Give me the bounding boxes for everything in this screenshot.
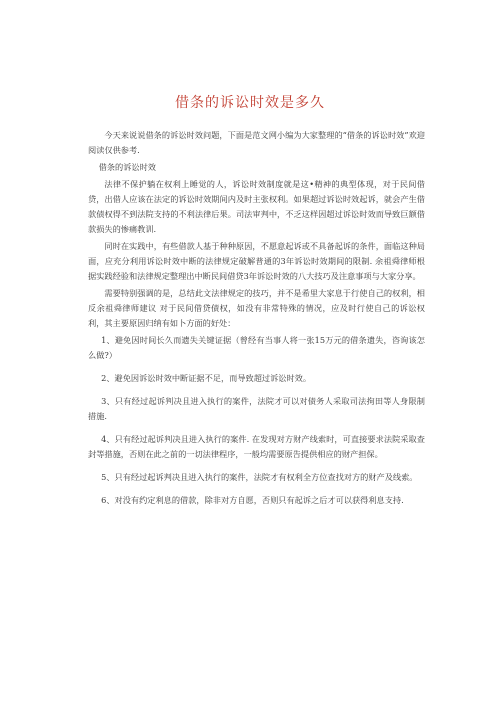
list-item: 2、避免因诉讼时效中断证据不足，而导致超过诉讼时效。	[101, 373, 312, 383]
list-item: 1、避免因时间长久而遗失关键证据（曾经有当事人将一张15万元的借条遗失，咨询该怎么做?）	[88, 335, 425, 360]
body-paragraph: 需要特别强调的是，总结此文法律规定的技巧，并不是希里大家息于行使自己的权利，相反余祖舜律师建议 对于民间借贷债权，如没有非常特殊的情况，应及时行使自己的诉讼权利，其主要原因归纳有如卜方面的好处：	[88, 288, 425, 328]
list-item: 5、只有经过起诉判决且进入执行的案件，法院才有权利全方位查找对方的财产及线索。	[101, 472, 418, 482]
list-item: 3、只有经过起诉判决且进入执行的案件，法院才可以对债务人采取司法拘田等人身限制措施.	[88, 396, 425, 421]
intro-paragraph: 今天来说说借条的诉讼时效问题，下面是范文网小编为大家整理的“借条的诉讼时效”欢迎阅读仅供参考.	[88, 130, 425, 155]
document-body	[88, 128, 425, 510]
document-title: 借条的诉讼时效是多久	[175, 95, 325, 111]
section-heading: 借条的诉讼时效	[98, 162, 156, 172]
body-paragraph: 同时在实践中，有些借款人基于种种原因，不愿意起诉或不具备起诉的条件，面临这种局面，应充分利用诉讼时效中断的法律规定破解普通的3年诉讼时效期间的限制. 余祖舜律师根据实践经验和法律规定整理出中断民间借贷3年诉讼时效的八大技巧及注意事项与大家分享。	[88, 241, 425, 281]
list-item: 4、只有经过起诉判决且进入执行的案件. 在发现对方财产线索时，可直接要求法院采取查封等措施，否则在此之前的一切法律程序，一般均需要原告提供相应的财产担保。	[88, 434, 425, 459]
body-paragraph: 法律不保护躺在权利上睡觉的人，诉讼时效制度就是这•精神的典型体现，对于民间借贷，出借人应该在法定的诉讼时效期间内及时主张权利。如果超过诉讼时效起诉，就会产生借款债权得不到法院支持的不利法律后果。司法审判中，不乏这样因超过诉讼时效而导致巨额借款损失的惨痛教训.	[88, 179, 425, 234]
list-item: 6、对没有约定利息的借款，除非对方自愿，否则只有起诉之后才可以获得利息支持.	[101, 495, 404, 505]
